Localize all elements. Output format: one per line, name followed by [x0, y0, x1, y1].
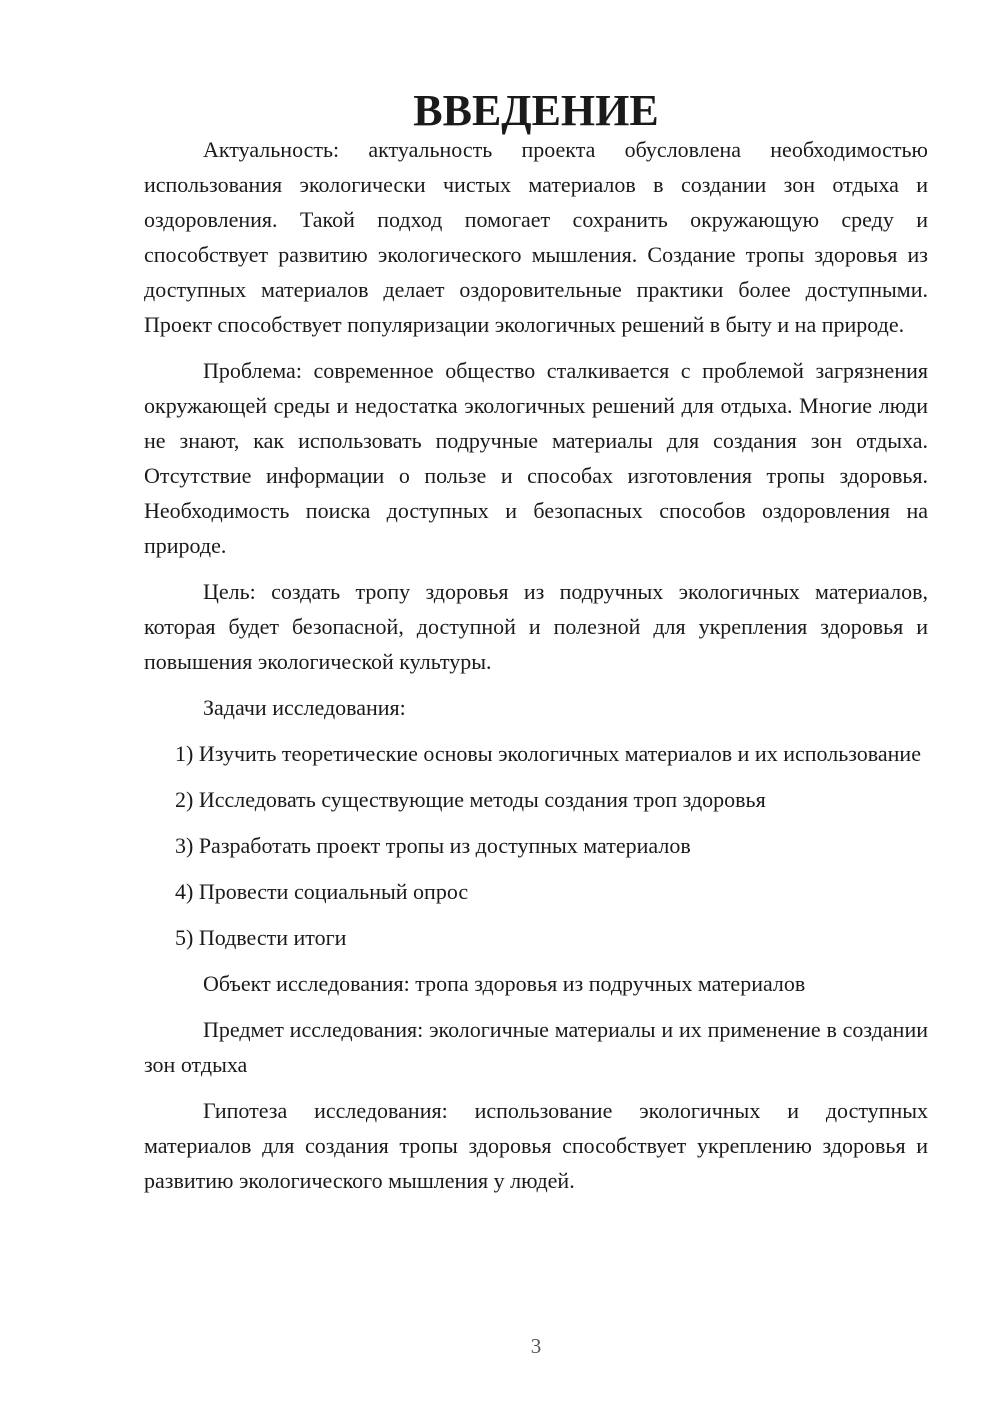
hypothesis-paragraph: Гипотеза исследования: использование экологичных и доступных материалов для создания тропы здоровья способствует укреплению здоровья и развитию экологического мышления у людей. — [144, 1098, 928, 1193]
task-item: 3) Разработать проект тропы из доступных материалов — [175, 833, 691, 858]
task-item: 4) Провести социальный опрос — [175, 879, 469, 904]
task-item: 2) Исследовать существующие методы создания троп здоровья — [175, 787, 766, 812]
page-number: 3 — [530, 1334, 542, 1358]
subject-paragraph: Предмет исследования: экологичные материалы и их применение в создании зон отдыха — [144, 1017, 928, 1077]
tasks-list — [144, 736, 928, 955]
task-item: 5) Подвести итоги — [175, 925, 347, 950]
relevance-paragraph: Актуальность: актуальность проекта обусловлена необходимостью использования экологически чистых материалов в создании зон отдыха и оздоровления. Такой подход помогает сохранить окружающую среду и способствует развитию экологического мышления. Создание тропы здоровья из доступных материалов делает оздоровительные практики более доступными. Проект способствует популяризации экологичных решений в быту и на природе. — [144, 137, 928, 337]
problem-paragraph: Проблема: современное общество сталкивается с проблемой загрязнения окружающей среды и недостатка экологичных решений для отдыха. Многие люди не знают, как использовать подручные материалы для создания зон отдыха. Отсутствие информации о пользе и способах изготовления тропы здоровья. Необходимость поиска доступных и безопасных способов оздоровления на природе. — [144, 358, 928, 558]
tasks-heading: Задачи исследования: — [203, 695, 406, 720]
object-paragraph: Объект исследования: тропа здоровья из подручных материалов — [203, 971, 806, 996]
page-content — [144, 86, 928, 1209]
goal-paragraph: Цель: создать тропу здоровья из подручных экологичных материалов, которая будет безопасной, доступной и полезной для укрепления здоровья и повышения экологической культуры. — [144, 579, 928, 674]
task-item: 1) Изучить теоретические основы экологичных материалов и их использование — [175, 741, 921, 766]
section-title: ВВЕДЕНИЕ — [413, 86, 659, 135]
